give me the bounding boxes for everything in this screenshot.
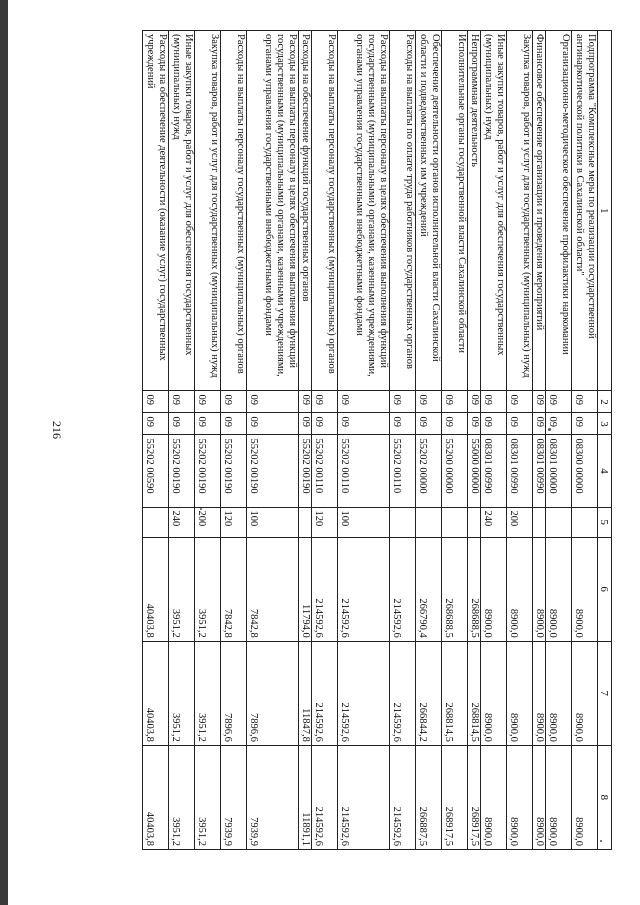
amount-year-1: 8900,0: [546, 537, 572, 641]
column-number: 2: [598, 391, 612, 413]
budget-table: [142, 30, 612, 850]
amount-year-1: 8900,0: [507, 537, 533, 641]
row-description: Расходы на выплаты персоналу в целях обеспечения выполнения функций государственными (муниципальными) органами, казенными учреждениями, органами управления государственными внебюджетными фондами: [338, 31, 390, 391]
target-article-code: 55000 00000: [468, 435, 481, 507]
subsection-code: 09: [390, 413, 416, 435]
amount-year-2: 8900,0: [572, 641, 598, 745]
expense-type-code: 240: [481, 507, 507, 537]
row-description: Расходы на выплаты персоналу государственных (муниципальных) органов: [312, 31, 338, 391]
row-description: Закупка товаров, работ и услуг для государственных (муниципальных) нужд: [507, 31, 533, 391]
target-article-code: 55202 00190: [221, 435, 247, 507]
amount-year-2: 7896,6: [221, 641, 247, 745]
amount-year-1: 40403,8: [143, 537, 169, 641]
subsection-code: 09: [143, 413, 169, 435]
table-row: [442, 31, 468, 850]
amount-year-3: 3951,2: [195, 745, 221, 849]
subsection-code: 09: [169, 413, 195, 435]
row-description: Исполнительные органы государственной власти Сахалинской области: [442, 31, 468, 391]
amount-year-3: 7939,9: [221, 745, 247, 849]
table-row: [572, 31, 598, 850]
target-article-code: 55202 00190: [247, 435, 299, 507]
target-article-code: 55202 00110: [312, 435, 338, 507]
subsection-code: 09: [195, 413, 221, 435]
subsection-code: 09: [312, 413, 338, 435]
column-number: 1: [598, 31, 612, 391]
section-code: 09: [442, 391, 468, 413]
amount-year-3: 8900,0: [546, 745, 572, 849]
table-row: [546, 31, 572, 850]
target-article-code: 55202 00000: [416, 435, 442, 507]
subsection-code: 09: [481, 413, 507, 435]
amount-year-2: 11847,8: [299, 641, 312, 745]
column-number: 6: [598, 537, 612, 641]
amount-year-3: 266887,5: [416, 745, 442, 849]
amount-year-3: 214592,6: [390, 745, 416, 849]
section-code: 09: [468, 391, 481, 413]
subsection-code: 09: [416, 413, 442, 435]
table-row: [299, 31, 312, 850]
amount-year-1: 7842,8: [247, 537, 299, 641]
amount-year-1: 11794,0: [299, 537, 312, 641]
row-description: Организационно-методическое обеспечение профилактики наркомании: [546, 31, 572, 391]
table-row: [390, 31, 416, 850]
row-description: Расходы на выплаты по оплате труда работников государственных органов: [390, 31, 416, 391]
subsection-code: 09: [299, 413, 312, 435]
amount-year-2: 3951,2: [169, 641, 195, 745]
amount-year-3: 7939,9: [247, 745, 299, 849]
expense-type-code: [533, 507, 546, 537]
section-code: 09: [507, 391, 533, 413]
column-number: 4: [598, 435, 612, 507]
row-description: Расходы на обеспечение деятельности (оказание услуг) государственных учреждений: [143, 31, 169, 391]
expense-type-code: 100: [247, 507, 299, 537]
table-row: [195, 31, 221, 850]
expense-type-code: [546, 507, 572, 537]
amount-year-2: 268814,5: [442, 641, 468, 745]
amount-year-3: 214592,6: [338, 745, 390, 849]
column-number-row: [598, 31, 612, 850]
amount-year-1: 266790,4: [416, 537, 442, 641]
table-row: [221, 31, 247, 850]
row-description: Иные закупки товаров, работ и услуг для обеспечения государственных (муниципальных) нужд: [481, 31, 507, 391]
target-article-code: 55202 00590: [143, 435, 169, 507]
amount-year-2: 214592,6: [390, 641, 416, 745]
expense-type-code: [299, 507, 312, 537]
expense-type-code: [442, 507, 468, 537]
table-row: [468, 31, 481, 850]
target-article-code: 08301 00990: [481, 435, 507, 507]
target-article-code: 55202 00190: [169, 435, 195, 507]
subsection-code: 09: [507, 413, 533, 435]
section-code: 09: [390, 391, 416, 413]
subsection-code: 09: [221, 413, 247, 435]
row-description: Закупка товаров, работ и услуг для государственных (муниципальных) нужд: [195, 31, 221, 391]
expense-type-code: 100: [338, 507, 390, 537]
amount-year-2: 268814,5: [468, 641, 481, 745]
row-description: Расходы на обеспечение функций государственных органов: [299, 31, 312, 391]
row-description: Расходы на выплаты персоналу в целях обеспечения выполнения функций государственными (муниципальными) органами, казенными учреждениями, органами управления государственными внебюджетными фондами: [247, 31, 299, 391]
amount-year-1: 8900,0: [533, 537, 546, 641]
section-code: 09: [416, 391, 442, 413]
expense-type-code: [468, 507, 481, 537]
section-code: 09: [169, 391, 195, 413]
target-article-code: 08301 00000: [546, 435, 572, 507]
section-code: 09: [221, 391, 247, 413]
amount-year-1: 3951,2: [169, 537, 195, 641]
expense-type-code: 120: [312, 507, 338, 537]
scan-left-edge: [0, 0, 8, 905]
section-code: 09: [299, 391, 312, 413]
table-row: [143, 31, 169, 850]
amount-year-3: 268917,5: [468, 745, 481, 849]
section-code: 09: [546, 391, 572, 413]
expense-type-code: 200: [507, 507, 533, 537]
expense-type-code: [416, 507, 442, 537]
row-description: Обеспечение деятельности органов исполнительной власти Сахалинской области и подведомственных им учреждений: [416, 31, 442, 391]
amount-year-2: 214592,6: [338, 641, 390, 745]
amount-year-1: 214592,6: [390, 537, 416, 641]
section-code: 09: [195, 391, 221, 413]
amount-year-1: 8900,0: [572, 537, 598, 641]
target-article-code: 55200 00000: [442, 435, 468, 507]
table-row: [247, 31, 299, 850]
amount-year-1: 214592,6: [312, 537, 338, 641]
expense-type-code: 200: [195, 507, 221, 537]
column-number: 5: [598, 507, 612, 537]
table-row: [481, 31, 507, 850]
section-code: 09: [572, 391, 598, 413]
target-article-code: 08301 00990: [507, 435, 533, 507]
table-row: [169, 31, 195, 850]
amount-year-2: 8900,0: [507, 641, 533, 745]
column-number: 8: [598, 745, 612, 849]
section-code: 09: [338, 391, 390, 413]
amount-year-1: 268688,5: [468, 537, 481, 641]
column-number: 7: [598, 641, 612, 745]
page-number: 216: [50, 421, 64, 439]
amount-year-1: 214592,6: [338, 537, 390, 641]
section-code: 09: [247, 391, 299, 413]
amount-year-3: 268917,5: [442, 745, 468, 849]
table-row: [533, 31, 546, 850]
amount-year-3: 40403,8: [143, 745, 169, 849]
amount-year-3: 11891,1: [299, 745, 312, 849]
subsection-code: 09: [533, 413, 546, 435]
target-article-code: 55202 00110: [390, 435, 416, 507]
table-row: [312, 31, 338, 850]
amount-year-2: 3951,2: [195, 641, 221, 745]
column-number: 3: [598, 413, 612, 435]
amount-year-2: 8900,0: [546, 641, 572, 745]
section-code: 09: [312, 391, 338, 413]
amount-year-2: 7896,6: [247, 641, 299, 745]
section-code: 09: [533, 391, 546, 413]
amount-year-2: 8900,0: [533, 641, 546, 745]
table-row: [416, 31, 442, 850]
subsection-code: 09: [338, 413, 390, 435]
amount-year-2: 266844,2: [416, 641, 442, 745]
row-description: Непрограммная деятельность: [468, 31, 481, 391]
expense-type-code: [572, 507, 598, 537]
target-article-code: 55202 00190: [195, 435, 221, 507]
amount-year-1: 7842,8: [221, 537, 247, 641]
rotated-document-page: [40, 0, 640, 860]
target-article-code: 08300 00000: [572, 435, 598, 507]
expense-type-code: 240: [169, 507, 195, 537]
table-row: [338, 31, 390, 850]
section-code: 09: [143, 391, 169, 413]
amount-year-2: 214592,6: [312, 641, 338, 745]
subsection-code: 09: [572, 413, 598, 435]
target-article-code: 55202 00190: [299, 435, 312, 507]
subsection-code: 09: [546, 413, 572, 435]
amount-year-3: 8900,0: [481, 745, 507, 849]
amount-year-3: 214592,6: [312, 745, 338, 849]
expense-type-code: [390, 507, 416, 537]
amount-year-1: 8900,0: [481, 537, 507, 641]
row-description: Подпрограмма "Комплексные меры по реализации государственной антинаркотической политики в Сахалинской области": [572, 31, 598, 391]
row-description: Иные закупки товаров, работ и услуг для обеспечения государственных (муниципальных) нужд: [169, 31, 195, 391]
expense-type-code: 120: [221, 507, 247, 537]
subsection-code: 09: [247, 413, 299, 435]
amount-year-3: 8900,0: [507, 745, 533, 849]
amount-year-2: 8900,0: [481, 641, 507, 745]
amount-year-3: 8900,0: [533, 745, 546, 849]
target-article-code: 08301 00990: [533, 435, 546, 507]
target-article-code: 55202 00110: [338, 435, 390, 507]
row-description: Расходы на выплаты персоналу государственных (муниципальных) органов: [221, 31, 247, 391]
table-body: [143, 31, 598, 850]
subsection-code: 09: [468, 413, 481, 435]
expense-type-code: [143, 507, 169, 537]
table-row: [507, 31, 533, 850]
amount-year-1: 268688,5: [442, 537, 468, 641]
amount-year-3: 8900,0: [572, 745, 598, 849]
subsection-code: 09: [442, 413, 468, 435]
amount-year-2: 40403,8: [143, 641, 169, 745]
section-code: 09: [481, 391, 507, 413]
row-description: Финансовое обеспечение организации и проведения мероприятий: [533, 31, 546, 391]
amount-year-1: 3951,2: [195, 537, 221, 641]
amount-year-3: 3951,2: [169, 745, 195, 849]
